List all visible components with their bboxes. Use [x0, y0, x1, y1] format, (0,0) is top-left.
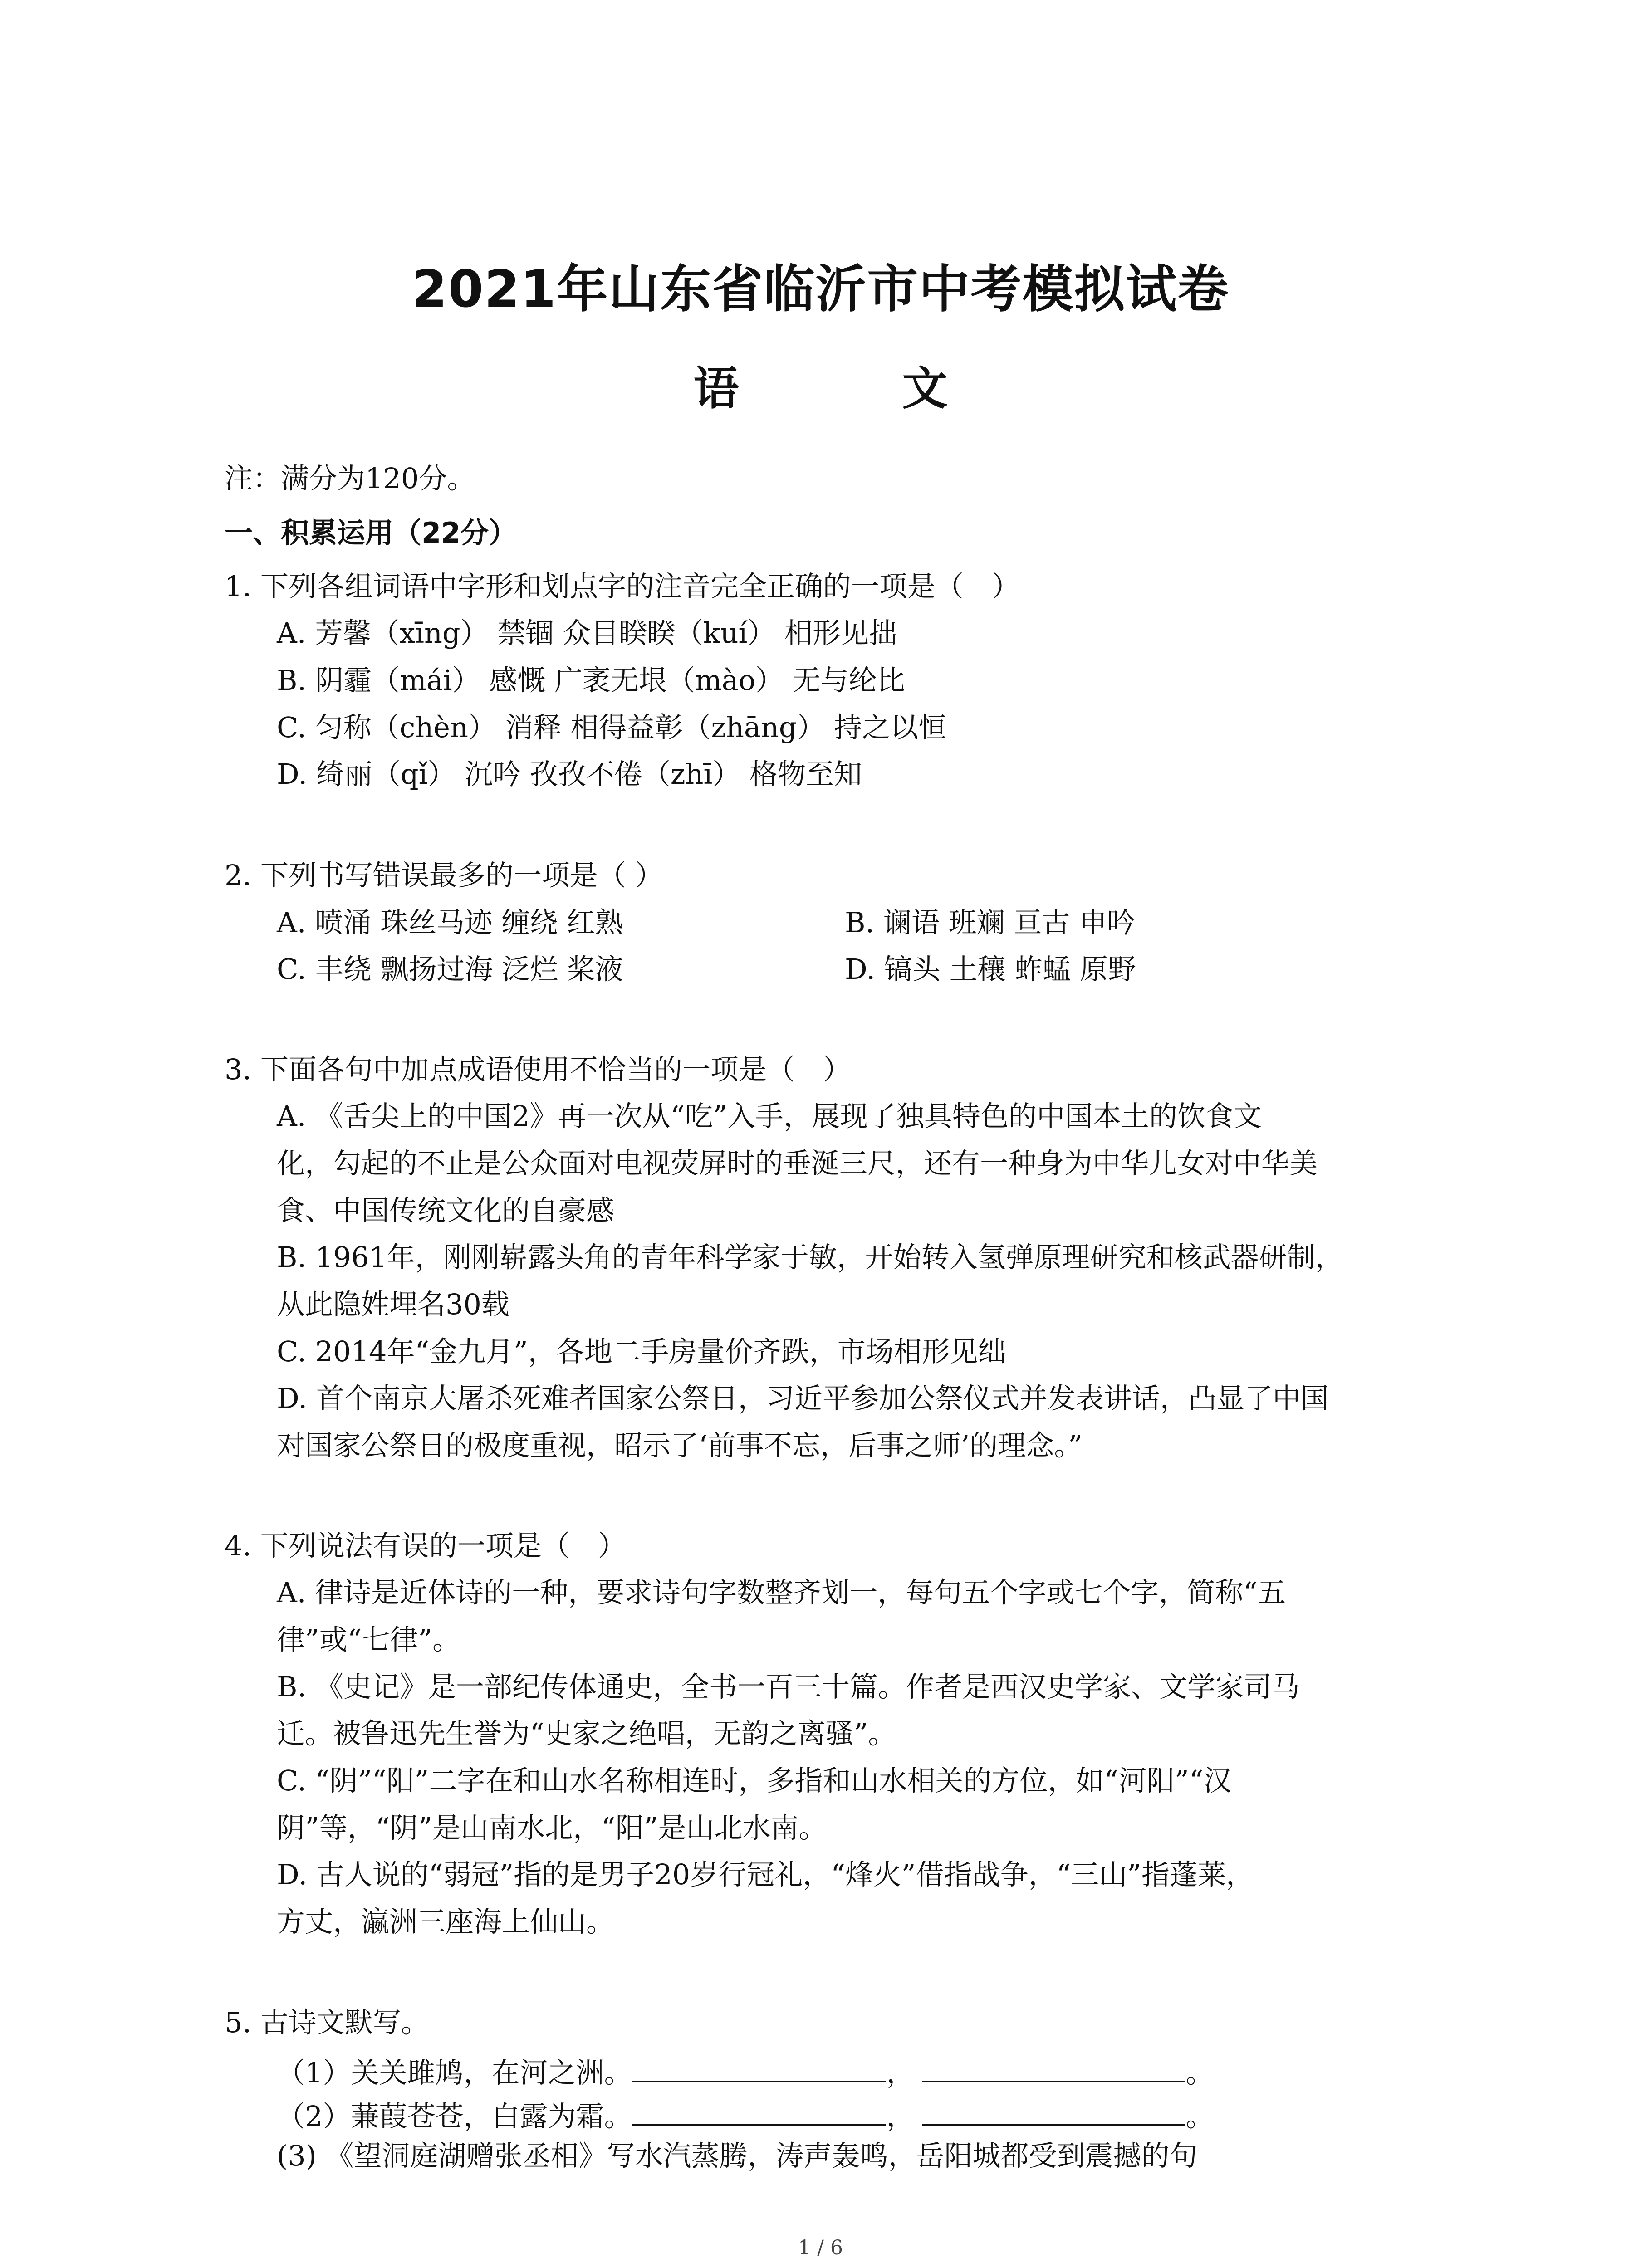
section-heading: 一、积累运用（22分）: [225, 516, 517, 549]
item-2-text: （2）蒹葭苍苍，白露为霜。: [277, 2100, 632, 2133]
blank-comma: ，: [886, 2056, 915, 2089]
question-4-option-c-line2: 阴”等，“阴”是山南水北，“阳”是山北水南。: [277, 1811, 827, 1844]
question-4-stem: 4. 下列说法有误的一项是（ ）: [225, 1529, 626, 1562]
question-2-option-b: B. 谰语 班斓 亘古 申吟: [845, 906, 1136, 939]
question-5-item-2: [277, 2094, 1214, 2135]
question-2-option-c: C. 丰绕 飘扬过海 泛烂 桨液: [277, 953, 623, 986]
question-4-option-b-line2: 迁。被鲁迅先生誉为“史家之绝唱，无韵之离骚”。: [277, 1717, 896, 1750]
answer-blank-1a[interactable]: [632, 2051, 886, 2082]
question-3-option-a-line3: 食、中国传统文化的自豪感: [277, 1194, 615, 1227]
blank-period: 。: [1185, 2056, 1214, 2089]
question-4-option-b-line1: B. 《史记》是一部纪传体通史，全书一百三十篇。作者是西汉史学家、文学家司马: [277, 1670, 1300, 1703]
question-1-stem: 1. 下列各组词语中字形和划点字的注音完全正确的一项是（ ）: [225, 570, 1020, 603]
question-5-stem: 5. 古诗文默写。: [225, 2006, 429, 2039]
question-3-option-b-line2: 从此隐姓埋名30载: [277, 1288, 509, 1321]
page-number: 1 / 6: [798, 2236, 843, 2259]
question-2-option-d: D. 镐头 土穰 蚱蜢 原野: [845, 953, 1136, 986]
question-3-option-a-line1: A. 《舌尖上的中国2》再一次从“吃”入手，展现了独具特色的中国本土的饮食文: [277, 1100, 1262, 1133]
answer-blank-1b[interactable]: [922, 2051, 1185, 2082]
question-4-option-d-line1: D. 古人说的“弱冠”指的是男子20岁行冠礼，“烽火”借指战争，“三山”指蓬莱，: [277, 1858, 1254, 1891]
blank-period: 。: [1185, 2100, 1214, 2133]
question-3-option-b-line1: B. 1961年，刚刚崭露头角的青年科学家于敏，开始转入氢弹原理研究和核武器研制，: [277, 1241, 1343, 1274]
answer-blank-2a[interactable]: [632, 2094, 886, 2126]
blank-comma: ，: [886, 2100, 915, 2133]
item-1-text: （1）关关雎鸠，在河之洲。: [277, 2056, 632, 2089]
question-4-option-c-line1: C. “阴”“阳”二字在和山水名称相连时，多指和山水相关的方位，如“河阳”“汉: [277, 1764, 1232, 1797]
question-4-option-a-line2: 律”或“七律”。: [277, 1623, 461, 1656]
question-2-option-a: A. 喷涌 珠丝马迹 缠绕 红熟: [277, 906, 623, 939]
exam-title: 2021年山东省临沂市中考模拟试卷: [411, 260, 1230, 319]
question-1-option-c: C. 匀称（chèn） 消释 相得益彰（zhāng） 持之以恒: [277, 711, 947, 744]
question-2-stem: 2. 下列书写错误最多的一项是（ ）: [225, 859, 663, 892]
question-3-option-a-line2: 化，勾起的不止是公众面对电视荧屏时的垂涎三尺，还有一种身为中华儿女对中华美: [277, 1147, 1318, 1180]
question-1-option-d: D. 绮丽（qǐ） 沉吟 孜孜不倦（zhī） 格物至知: [277, 758, 862, 791]
question-1-option-a: A. 芳馨（xīng） 禁锢 众目睽睽（kuí） 相形见拙: [277, 616, 897, 650]
question-4-option-a-line1: A. 律诗是近体诗的一种，要求诗句字数整齐划一，每句五个字或七个字，简称“五: [277, 1576, 1286, 1609]
question-1-option-b: B. 阴霾（mái） 感慨 广袤无垠（mào） 无与纶比: [277, 664, 905, 697]
question-5-item-1: [277, 2051, 1214, 2091]
score-note: 注：满分为120分。: [225, 462, 475, 495]
answer-blank-2b[interactable]: [922, 2094, 1185, 2126]
subject-heading: 语 文: [693, 362, 1007, 415]
question-3-option-d-line2: 对国家公祭日的极度重视，昭示了‘前事不忘，后事之师’的理念。”: [277, 1429, 1083, 1462]
question-3-option-d-line1: D. 首个南京大屠杀死难者国家公祭日，习近平参加公祭仪式并发表讲话，凸显了中国: [277, 1382, 1329, 1415]
question-5-item-3: (3) 《望洞庭湖赠张丞相》写水汽蒸腾，涛声轰鸣，岳阳城都受到震撼的句: [277, 2139, 1198, 2172]
question-3-option-c: C. 2014年“金九月”，各地二手房量价齐跌，市场相形见绌: [277, 1335, 1006, 1368]
question-3-stem: 3. 下面各句中加点成语使用不恰当的一项是（ ）: [225, 1053, 851, 1086]
question-4-option-d-line2: 方丈，瀛洲三座海上仙山。: [277, 1905, 615, 1938]
